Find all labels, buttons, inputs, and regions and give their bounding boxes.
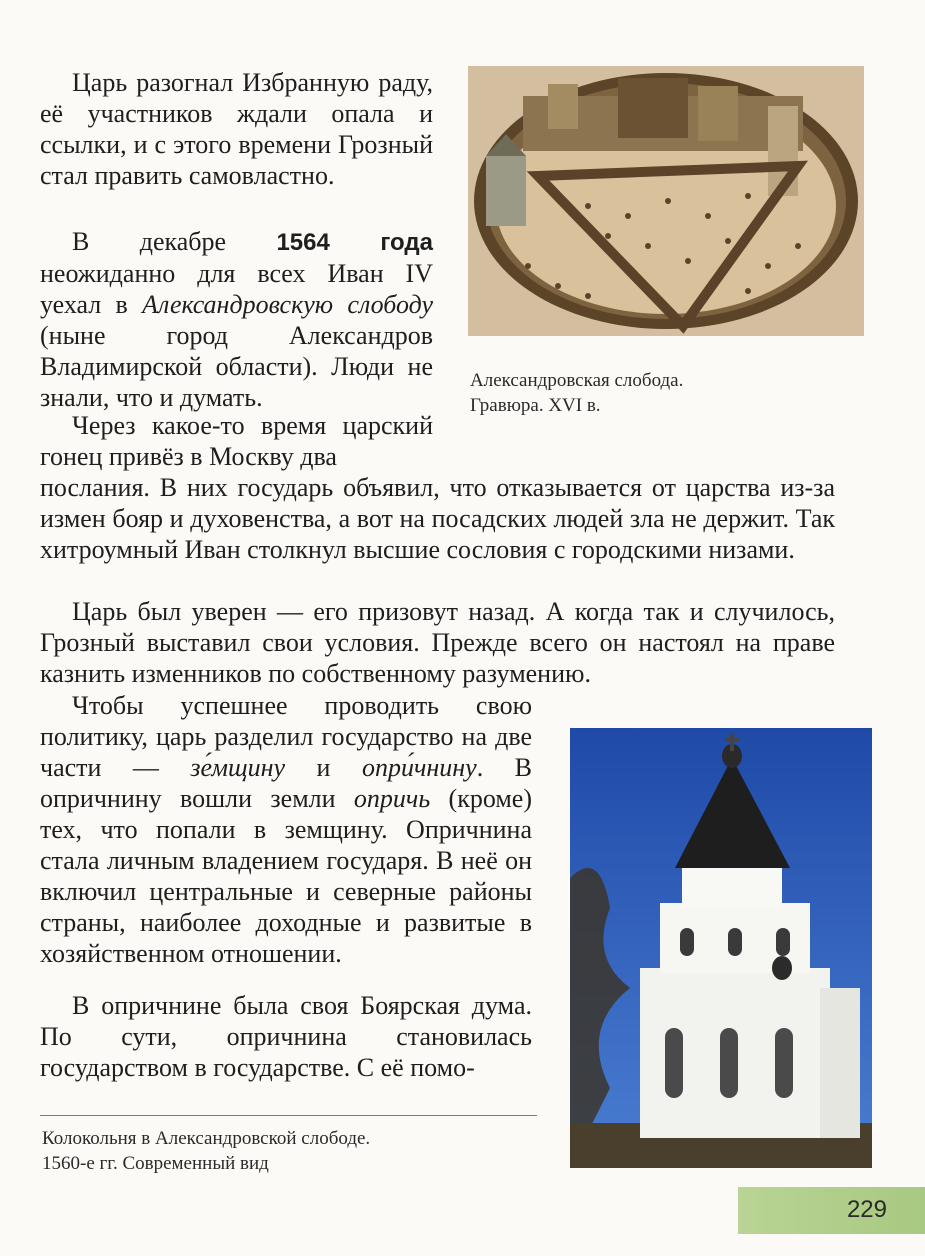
paragraph-2-text-b: неожиданно для всех Иван IV уехал в: [40, 259, 433, 319]
paragraph-2-text-c: (ныне город Александров Владимирской области). Люди не знали, что и думать.: [40, 321, 433, 412]
paragraph-3-top: Через какое-то время царский гонец привёз в Москву два: [40, 411, 433, 471]
engraving-sloboda-illustration: [468, 66, 864, 336]
belfry-photo: [570, 728, 872, 1168]
paragraph-2-text-a: В декабре: [72, 227, 277, 256]
caption-divider: [40, 1115, 537, 1116]
caption-belfry: [42, 1126, 522, 1176]
year-1564: 1564 года: [276, 229, 433, 256]
paragraph-5: [40, 690, 532, 969]
paragraph-5-text-b: и: [285, 753, 362, 782]
caption-sloboda: [470, 368, 800, 418]
term-oprichnina: опри́чнину: [361, 753, 477, 782]
paragraph-5-text-a: Чтобы успешнее проводить свою политику, царь разделил государство на две части —: [40, 691, 532, 782]
term-zemshchina: зе́мщину: [190, 753, 286, 782]
caption-belfry-line-2: 1560-е гг. Современный вид: [42, 1153, 269, 1174]
page-number: 229: [846, 1196, 887, 1223]
page-number-bar: [738, 1187, 925, 1234]
caption-belfry-line-1: Колокольня в Александровской слободе.: [42, 1128, 371, 1149]
paragraph-5-text-d: (кроме) тех, что попали в земщину. Опричнина стала личным владением государя. В неё он включил центральные и северные районы страны, наиболее доходные и развитые в хозяйственном отношении.: [40, 784, 532, 968]
caption-sloboda-line-1: Александровская слобода.: [470, 370, 684, 391]
engraving-sloboda-image: [468, 66, 864, 336]
term-aleksandrovskaya-sloboda: Александровскую слободу: [142, 290, 434, 319]
paragraph-4: Царь был уверен — его призовут назад. А когда так и случилось, Грозный выставил свои условия. Прежде всего он настоял на праве казнить изменников по собственному разумению.: [40, 597, 835, 688]
paragraph-3-wide: послания. В них государь объявил, что отказывается от царства из-за измен бояр и духовенства, а вот на посадских людей зла не держит. Так хитроумный Иван столкнул высшие сословия с городскими низами.: [40, 473, 835, 564]
paragraph-6: В опричнине была своя Боярская дума. По сути, опричнина становилась государством в государстве. С её помо-: [40, 991, 532, 1082]
paragraph-1: Царь разогнал Избранную раду, её участников ждали опала и ссылки, и с этого времени Грозный стал править самовластно.: [40, 68, 433, 190]
term-oprich: опричь: [353, 784, 431, 813]
paragraph-2: [40, 226, 433, 413]
paragraph-5-text-c: . В опричнину вошли земли: [40, 753, 532, 813]
caption-sloboda-line-2: Гравюра. XVI в.: [470, 395, 601, 416]
belfry-illustration: [570, 728, 872, 1168]
